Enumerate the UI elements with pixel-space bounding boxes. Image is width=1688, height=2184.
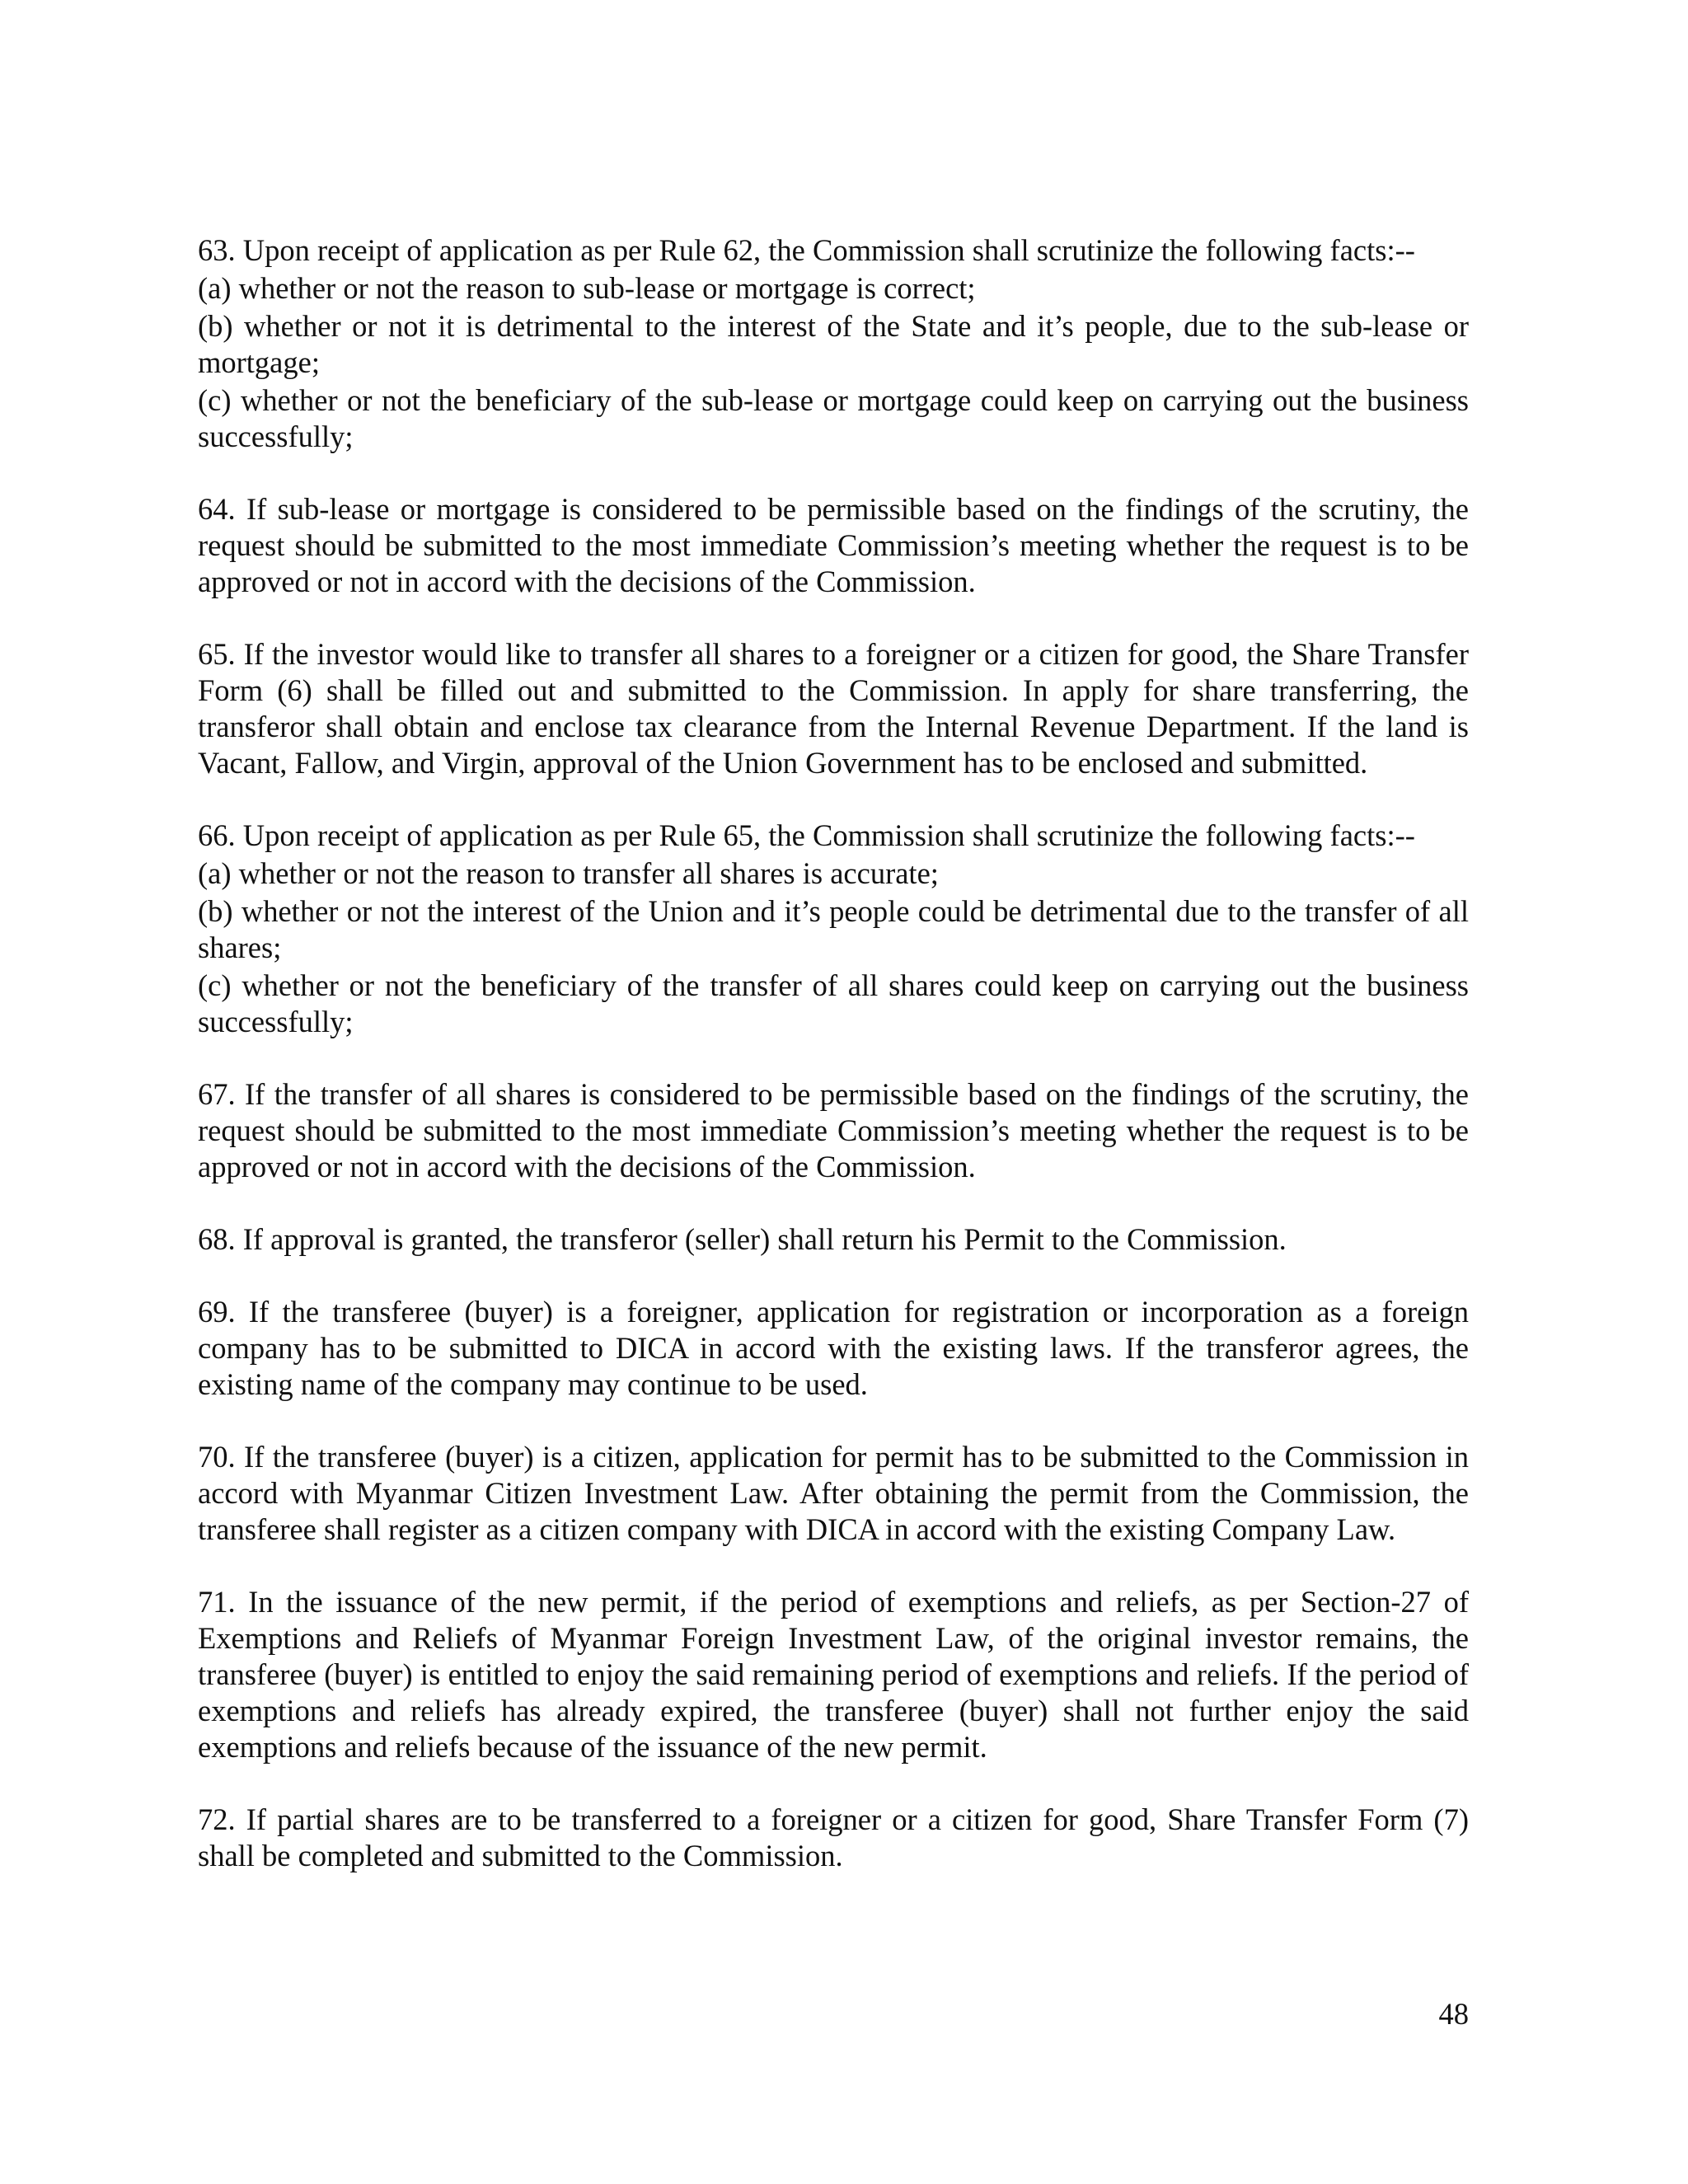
rule-70: 70. If the transferee (buyer) is a citizen, application for permit has to be submitted to the Commission in accord with Myanmar Citizen Investment Law. After obtaining the permit from the Commission, the transferee shall register as a citizen company with DICA in accord with the existing Company Law. — [198, 1440, 1469, 1546]
rule-67: 67. If the transfer of all shares is considered to be permissible based on the findings of the scrutiny, the request should be submitted to the most immediate Commission’s meeting whether the request is to be approved or not in accord with the decisions of the Commission. — [198, 1077, 1469, 1183]
rule-71: 71. In the issuance of the new permit, if the period of exemptions and reliefs, as per Section-27 of Exemptions and Reliefs of Myanmar Foreign Investment Law, of the original investor remains, the transferee (buyer) is entitled to enjoy the said remaining period of exemptions and reliefs. If the period of exemptions and reliefs has already expired, the transferee (buyer) shall not further enjoy the said exemptions and reliefs because of the issuance of the new permit. — [198, 1585, 1469, 1764]
rule-64: 64. If sub-lease or mortgage is considered to be permissible based on the findings of the scrutiny, the request should be submitted to the most immediate Commission’s meeting whether the request is to be approved or not in accord with the decisions of the Commission. — [198, 492, 1469, 598]
rule-63-item-c: (c) whether or not the beneficiary of the sub-lease or mortgage could keep on carrying out the business successfully; — [198, 383, 1469, 453]
rule-66-item-b: (b) whether or not the interest of the Union and it’s people could be detrimental due to the transfer of all shares; — [198, 894, 1469, 964]
rule-63-lead: 63. Upon receipt of application as per Rule 62, the Commission shall scrutinize the following facts:-- — [198, 233, 1415, 267]
rule-63 — [198, 232, 1469, 455]
rule-66-item-a: (a) whether or not the reason to transfer all shares is accurate; — [198, 856, 939, 890]
rule-63-item-a: (a) whether or not the reason to sub-lease or mortgage is correct; — [198, 271, 976, 305]
rule-72: 72. If partial shares are to be transferred to a foreigner or a citizen for good, Share Transfer Form (7) shall be completed and submitted to the Commission. — [198, 1802, 1469, 1872]
rule-66 — [198, 818, 1469, 1040]
rule-69: 69. If the transferee (buyer) is a foreigner, application for registration or incorporation as a foreign company has to be submitted to DICA in accord with the existing laws. If the transferor agrees, the existing name of the company may continue to be used. — [198, 1295, 1469, 1401]
page-number: 48 — [1438, 1997, 1469, 2031]
rule-66-item-c: (c) whether or not the beneficiary of the transfer of all shares could keep on carrying out the business successfully; — [198, 968, 1469, 1038]
rule-63-item-b: (b) whether or not it is detrimental to the interest of the State and it’s people, due to the sub-lease or mortgage; — [198, 309, 1469, 379]
rule-66-lead: 66. Upon receipt of application as per Rule 65, the Commission shall scrutinize the following facts:-- — [198, 818, 1415, 852]
document-page — [198, 232, 1469, 1874]
rule-68: 68. If approval is granted, the transferor (seller) shall return his Permit to the Commission. — [198, 1222, 1287, 1256]
rule-65: 65. If the investor would like to transfer all shares to a foreigner or a citizen for good, the Share Transfer Form (6) shall be filled out and submitted to the Commission. In apply for share transferring, the transferor shall obtain and enclose tax clearance from the Internal Revenue Department. If the land is Vacant, Fallow, and Virgin, approval of the Union Government has to be enclosed and submitted. — [198, 637, 1469, 780]
